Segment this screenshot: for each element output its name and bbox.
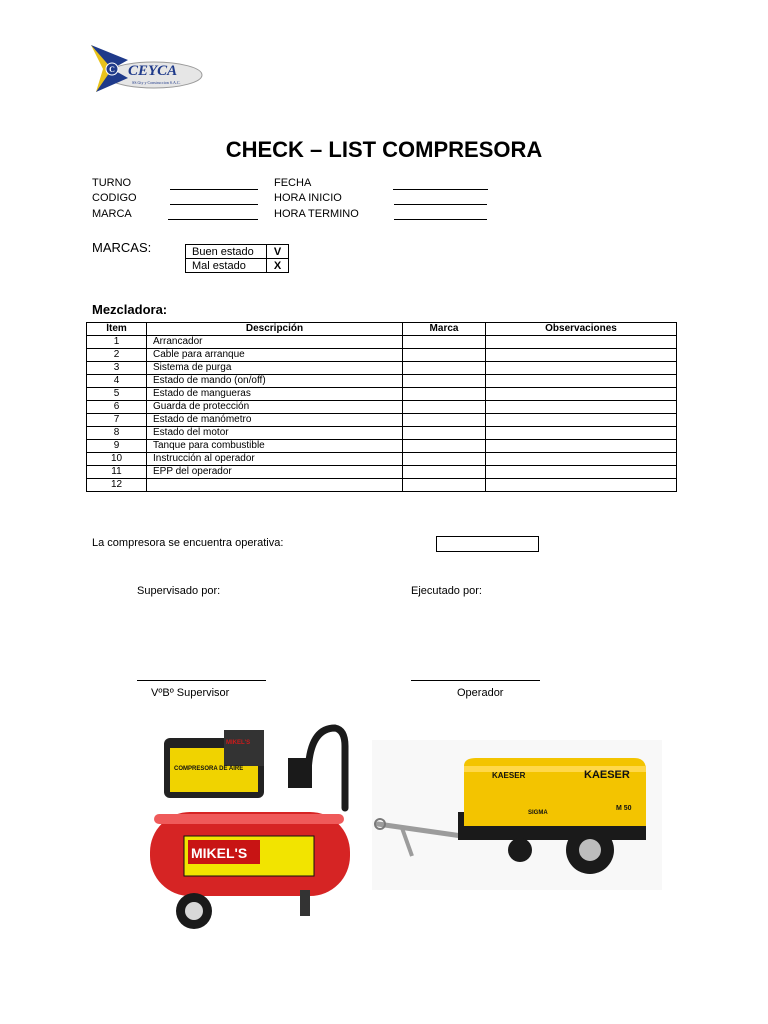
row-marca-cell[interactable] bbox=[403, 388, 486, 401]
row-item-number: 9 bbox=[87, 440, 147, 453]
operativa-field[interactable] bbox=[436, 536, 539, 552]
legend-label: Buen estado bbox=[186, 245, 267, 259]
table-row bbox=[87, 375, 677, 388]
mikels-panel-text: COMPRESORA DE AIRE bbox=[174, 766, 244, 772]
row-marca-cell[interactable] bbox=[403, 362, 486, 375]
table-row bbox=[87, 401, 677, 414]
row-description: EPP del operador bbox=[147, 466, 403, 479]
row-item-number: 8 bbox=[87, 427, 147, 440]
turno-field[interactable] bbox=[170, 189, 258, 190]
row-item-number: 2 bbox=[87, 349, 147, 362]
section-title: Mezcladora: bbox=[92, 302, 168, 317]
row-item-number: 1 bbox=[87, 336, 147, 349]
hora-inicio-label: HORA INICIO bbox=[274, 192, 342, 204]
hora-inicio-field[interactable] bbox=[394, 204, 487, 205]
row-observaciones-cell[interactable] bbox=[486, 375, 677, 388]
row-observaciones-cell[interactable] bbox=[486, 414, 677, 427]
row-marca-cell[interactable] bbox=[403, 414, 486, 427]
turno-label: TURNO bbox=[92, 177, 132, 189]
row-marca-cell[interactable] bbox=[403, 453, 486, 466]
ejecutado-label: Ejecutado por: bbox=[411, 585, 482, 597]
row-description: Guarda de protección bbox=[147, 401, 403, 414]
kaeser-model: M 50 bbox=[616, 805, 632, 812]
row-marca-cell[interactable] bbox=[403, 336, 486, 349]
row-description: Estado de mangueras bbox=[147, 388, 403, 401]
row-observaciones-cell[interactable] bbox=[486, 479, 677, 492]
header-item: Ítem bbox=[87, 323, 147, 336]
row-item-number: 6 bbox=[87, 401, 147, 414]
hora-termino-label: HORA TERMINO bbox=[274, 208, 359, 220]
table-row bbox=[87, 453, 677, 466]
legend-symbol: X bbox=[267, 259, 289, 273]
row-description: Cable para arranque bbox=[147, 349, 403, 362]
kaeser-sigma: SIGMA bbox=[528, 810, 548, 816]
company-logo bbox=[88, 42, 206, 94]
row-marca-cell[interactable] bbox=[403, 401, 486, 414]
svg-text:C: C bbox=[109, 65, 115, 74]
row-item-number: 7 bbox=[87, 414, 147, 427]
row-marca-cell[interactable] bbox=[403, 479, 486, 492]
kaeser-brand-large: KAESER bbox=[584, 769, 630, 781]
codigo-field[interactable] bbox=[170, 204, 258, 205]
row-marca-cell[interactable] bbox=[403, 440, 486, 453]
operativa-label: La compresora se encuentra operativa: bbox=[92, 537, 284, 549]
marcas-legend bbox=[185, 244, 289, 273]
marca-label: MARCA bbox=[92, 208, 132, 220]
row-marca-cell[interactable] bbox=[403, 349, 486, 362]
operador-signature-line[interactable] bbox=[411, 680, 540, 681]
marca-field[interactable] bbox=[168, 219, 258, 220]
row-description: Instrucción al operador bbox=[147, 453, 403, 466]
row-observaciones-cell[interactable] bbox=[486, 401, 677, 414]
supervisado-label: Supervisado por: bbox=[137, 585, 221, 597]
legend-symbol: V bbox=[267, 245, 289, 259]
header-observaciones: Observaciones bbox=[486, 323, 677, 336]
kaeser-brand-small: KAESER bbox=[492, 771, 526, 780]
row-item-number: 5 bbox=[87, 388, 147, 401]
row-item-number: 4 bbox=[87, 375, 147, 388]
row-observaciones-cell[interactable] bbox=[486, 388, 677, 401]
supervisor-signature-line[interactable] bbox=[137, 680, 266, 681]
marcas-label: MARCAS: bbox=[92, 240, 152, 255]
row-item-number: 10 bbox=[87, 453, 147, 466]
logo-tagline: SS.Gty y Construccion S.A.C. bbox=[132, 80, 181, 85]
row-item-number: 11 bbox=[87, 466, 147, 479]
fecha-label: FECHA bbox=[274, 177, 312, 189]
row-description: Sistema de purga bbox=[147, 362, 403, 375]
row-item-number: 12 bbox=[87, 479, 147, 492]
legend-row bbox=[186, 259, 289, 273]
row-description: Tanque para combustible bbox=[147, 440, 403, 453]
row-observaciones-cell[interactable] bbox=[486, 427, 677, 440]
row-marca-cell[interactable] bbox=[403, 375, 486, 388]
row-observaciones-cell[interactable] bbox=[486, 336, 677, 349]
table-row bbox=[87, 388, 677, 401]
table-row bbox=[87, 349, 677, 362]
table-row bbox=[87, 479, 677, 492]
row-description: Estado de mando (on/off) bbox=[147, 375, 403, 388]
table-row bbox=[87, 362, 677, 375]
table-row bbox=[87, 466, 677, 479]
table-row bbox=[87, 336, 677, 349]
row-observaciones-cell[interactable] bbox=[486, 453, 677, 466]
hora-termino-field[interactable] bbox=[394, 219, 487, 220]
header-descripcion: Descripción bbox=[147, 323, 403, 336]
document-title: CHECK – LIST COMPRESORA bbox=[225, 137, 543, 162]
checklist-table bbox=[86, 322, 677, 492]
table-row bbox=[87, 414, 677, 427]
row-description: Estado de manómetro bbox=[147, 414, 403, 427]
operador-label: Operador bbox=[457, 687, 504, 699]
codigo-label: CODIGO bbox=[92, 192, 137, 204]
row-marca-cell[interactable] bbox=[403, 466, 486, 479]
red-compressor-image bbox=[140, 718, 355, 933]
table-header-row bbox=[87, 323, 677, 336]
row-observaciones-cell[interactable] bbox=[486, 349, 677, 362]
row-observaciones-cell[interactable] bbox=[486, 440, 677, 453]
mikels-brand-text: MIKEL'S bbox=[191, 845, 248, 861]
row-observaciones-cell[interactable] bbox=[486, 466, 677, 479]
row-description bbox=[147, 479, 403, 492]
mikels-panel-brand: MIKEL'S bbox=[226, 740, 251, 746]
row-description: Arrancador bbox=[147, 336, 403, 349]
header-marca: Marca bbox=[403, 323, 486, 336]
logo-wordmark: CEYCA bbox=[128, 63, 178, 79]
vb-supervisor-label: VºBº Supervisor bbox=[151, 687, 230, 699]
fecha-field[interactable] bbox=[393, 189, 488, 190]
table-row bbox=[87, 440, 677, 453]
row-description: Estado del motor bbox=[147, 427, 403, 440]
row-marca-cell[interactable] bbox=[403, 427, 486, 440]
legend-row bbox=[186, 245, 289, 259]
yellow-compressor-image bbox=[372, 740, 662, 890]
legend-label: Mal estado bbox=[186, 259, 267, 273]
row-observaciones-cell[interactable] bbox=[486, 362, 677, 375]
row-item-number: 3 bbox=[87, 362, 147, 375]
table-row bbox=[87, 427, 677, 440]
